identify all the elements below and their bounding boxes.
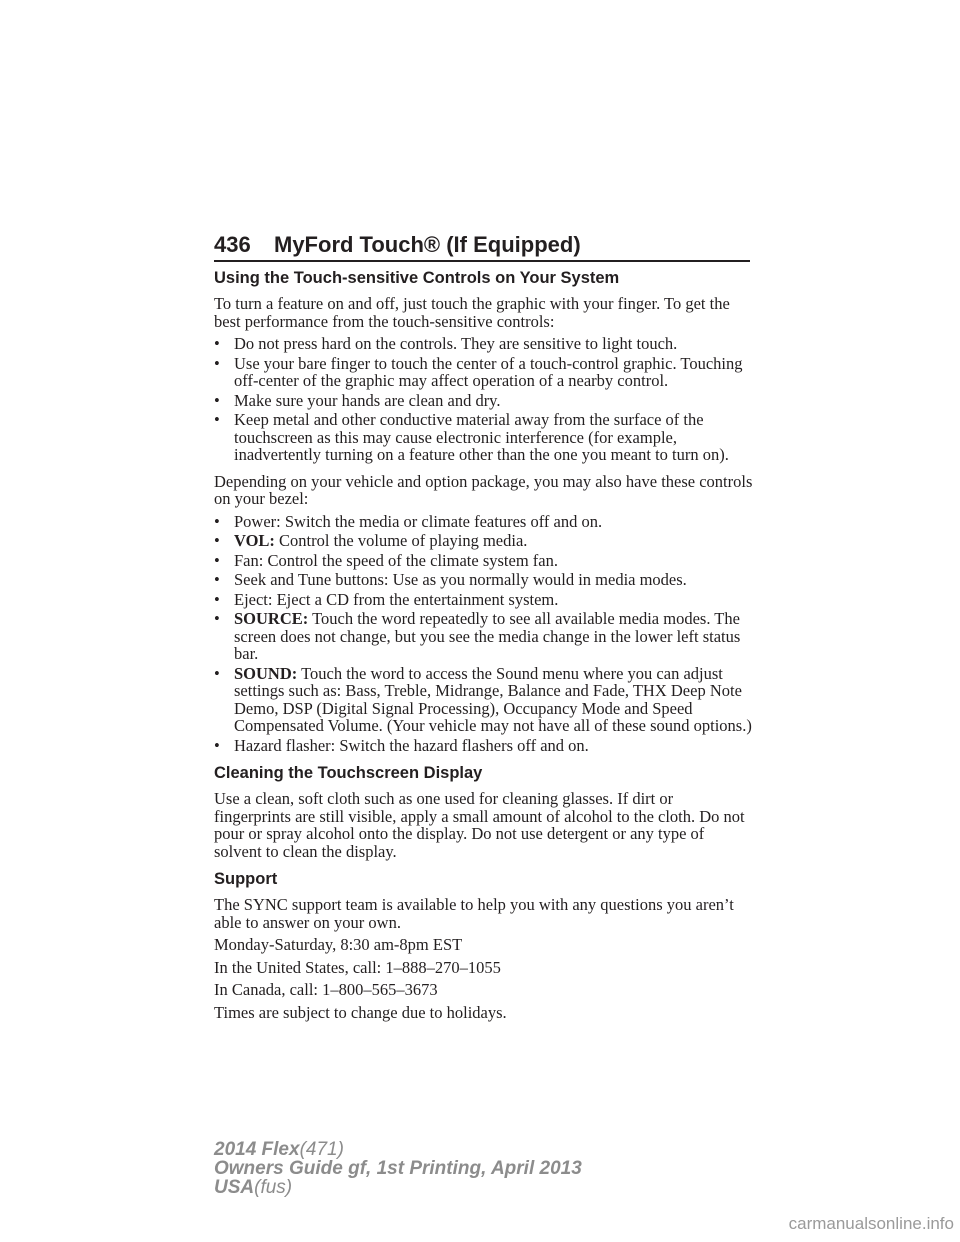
list-item-sound: • SOUND: Touch the word to access the Sound menu where you can adjust settings such as: Bass, Treble, Midrange, Balance and Fade, THX Deep Note Demo, DSP (Digital Signal Processing), Occupancy Mode and Speed Compensated Volume. (Your vehicle may not have all of these sound options.) [214, 663, 752, 735]
bullet: • [214, 390, 220, 410]
list-item-fan: • Fan: Control the speed of the climate system fan. [214, 550, 558, 570]
header-divider [214, 260, 750, 262]
section-title: MyFord Touch® (If Equipped) [274, 232, 581, 257]
footer-market: USA [214, 1177, 255, 1198]
list-item: • Make sure your hands are clean and dry. [214, 390, 501, 410]
bezel-controls-list [214, 513, 754, 755]
support-holidays: Times are subject to change due to holidays. [214, 1002, 507, 1022]
page-number: 436 [214, 232, 251, 257]
page-header [214, 227, 750, 263]
touch-controls-list [214, 335, 754, 464]
support-canada-phone: In Canada, call: 1–800–565–3673 [214, 980, 438, 999]
support-text: The SYNC support team is available to help you with any questions you aren’t able to answer on your own. [214, 895, 734, 932]
list-item-power: • Power: Switch the media or climate features off and on. [214, 511, 603, 531]
support-heading: Support [214, 870, 278, 888]
bezel-intro: Depending on your vehicle and option package, you may also have these controls on your bezel: [214, 471, 753, 508]
list-item-source: • SOURCE: Touch the word repeatedly to see all available media modes. The screen does not change, but you see the media change in the lower left status bar. [214, 609, 741, 663]
support-us-phone: In the United States, call: 1–888–270–1055 [214, 957, 501, 977]
bullet: • [214, 334, 220, 353]
footer-market-code: (fus) [254, 1177, 293, 1198]
print-footer [214, 1140, 582, 1197]
list-item-eject: • Eject: Eject a CD from the entertainment system. [214, 589, 559, 609]
support-hours: Monday-Saturday, 8:30 am-8pm EST [214, 935, 463, 954]
watermark: carmanualsonline.info [788, 1214, 954, 1233]
cleaning-heading: Cleaning the Touchscreen Display [214, 764, 483, 782]
list-item: • Do not press hard on the controls. They are sensitive to light touch. [214, 334, 678, 353]
footer-model-code: (471) [299, 1139, 344, 1160]
footer-guide: Owners Guide gf, 1st Printing, April 2013 [214, 1158, 582, 1179]
bullet: • [214, 353, 220, 373]
list-item: • Keep metal and other conductive material away from the surface of the touchscreen as this may cause electronic interference (for example, inadvertently turning on a feature other than the one you meant to turn on). [214, 410, 729, 464]
touch-controls-heading: Using the Touch-sensitive Controls on Your System [214, 269, 620, 287]
list-item-hazard: • Hazard flasher: Switch the hazard flashers off and on. [214, 735, 589, 755]
list-item: • Use your bare finger to touch the center of a touch-control graphic. Touching off-center of the graphic may affect operation of a nearby control. [214, 353, 743, 390]
bullet: • [214, 410, 220, 429]
list-item-vol: • VOL: Control the volume of playing media. [214, 531, 528, 550]
touch-controls-intro: To turn a feature on and off, just touch the graphic with your finger. To get the best performance from the touch-sensitive controls: [214, 294, 730, 331]
footer-model: 2014 Flex [214, 1139, 300, 1160]
cleaning-text: Use a clean, soft cloth such as one used for cleaning glasses. If dirt or fingerprints are still visible, apply a small amount of alcohol to the cloth. Do not pour or spray alcohol onto the display. Do not use detergent or any type of solvent to clean the display. [214, 789, 745, 861]
page-content [214, 268, 754, 1026]
list-item-seek: • Seek and Tune buttons: Use as you normally would in media modes. [214, 570, 687, 589]
